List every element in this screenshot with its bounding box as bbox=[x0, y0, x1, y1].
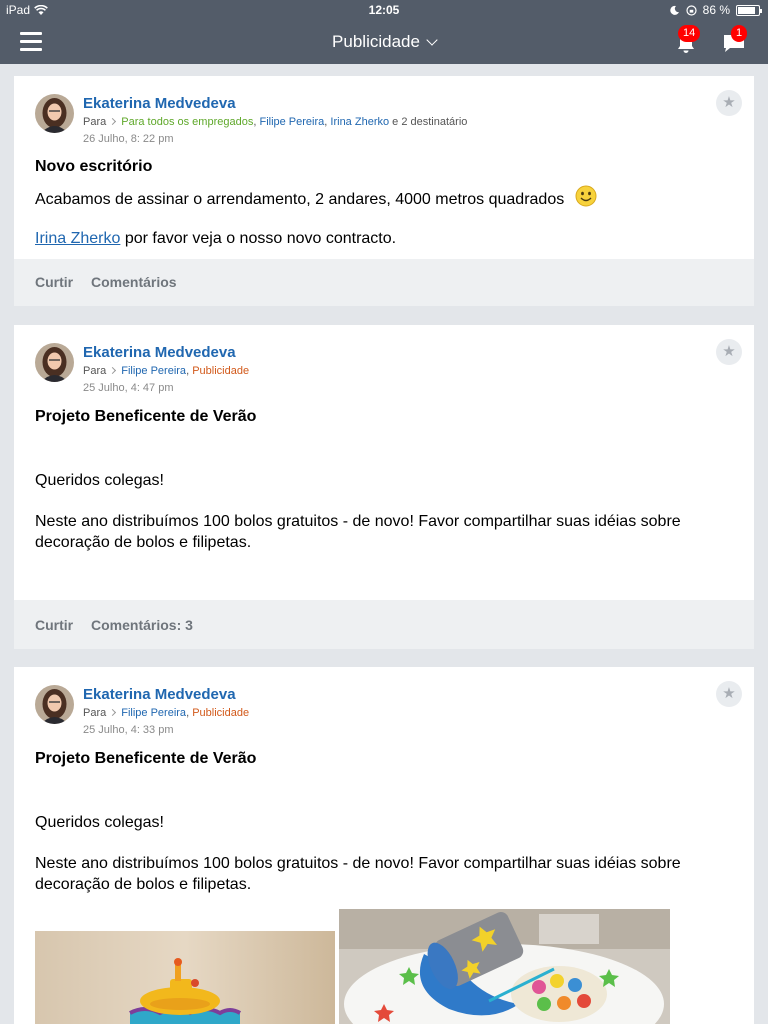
post-title: Projeto Beneficente de Verão bbox=[35, 408, 257, 425]
top-navigation-bar bbox=[0, 20, 768, 64]
recipient-link[interactable]: Filipe Pereira bbox=[121, 707, 187, 719]
messages-badge: 1 bbox=[731, 25, 747, 42]
post-date: 25 Julho, 4: 47 pm bbox=[83, 382, 174, 394]
post-date: 26 Julho, 8: 22 pm bbox=[83, 133, 174, 145]
status-bar bbox=[0, 0, 768, 20]
recipient-link[interactable]: Irina Zherko bbox=[330, 116, 390, 128]
to-label: Para bbox=[83, 116, 107, 128]
notifications-badge: 14 bbox=[678, 25, 700, 42]
post-body-text: Acabamos de assinar o arrendamento, 2 andares, 4000 metros quadrados bbox=[35, 191, 565, 208]
avatar[interactable] bbox=[35, 94, 74, 133]
recipient-link[interactable]: Publicidade bbox=[192, 365, 250, 377]
feed-selector-button[interactable] bbox=[320, 26, 450, 58]
battery-percent: 86 % bbox=[702, 3, 730, 17]
chevron-right-icon bbox=[109, 367, 116, 374]
post-greeting: Queridos colegas! bbox=[35, 472, 164, 489]
avatar[interactable] bbox=[35, 685, 74, 724]
post-footer bbox=[14, 259, 754, 306]
star-icon[interactable]: ★ bbox=[716, 681, 742, 707]
feed-post bbox=[14, 325, 754, 649]
menu-icon[interactable] bbox=[20, 32, 42, 52]
device-name: iPad bbox=[6, 3, 31, 17]
chevron-right-icon bbox=[109, 118, 116, 125]
feed-title-label: Publicidade bbox=[332, 32, 420, 51]
comments-button[interactable]: Comentários bbox=[91, 274, 177, 290]
author-name[interactable]: Ekaterina Medvedeva bbox=[83, 686, 236, 703]
comments-button[interactable]: Comentários: 3 bbox=[91, 617, 193, 633]
like-button[interactable]: Curtir bbox=[35, 617, 74, 633]
post-body-text: por favor veja o nosso novo contracto. bbox=[120, 230, 397, 247]
recipient-link[interactable]: Filipe Pereira bbox=[121, 365, 187, 377]
rotation-lock-icon bbox=[686, 5, 697, 16]
post-greeting: Queridos colegas! bbox=[35, 814, 164, 831]
feed-post bbox=[14, 76, 754, 306]
post-date: 25 Julho, 4: 33 pm bbox=[83, 724, 174, 736]
post-body: Neste ano distribuímos 100 bolos gratuitos - de novo! Favor compartilhar suas idéias sobre decoração de bolos e filipetas. bbox=[35, 855, 681, 893]
to-label: Para bbox=[83, 707, 107, 719]
recipient-link[interactable]: Filipe Pereira bbox=[259, 116, 325, 128]
post-title: Projeto Beneficente de Verão bbox=[35, 750, 257, 767]
attached-photo[interactable] bbox=[339, 909, 670, 1024]
clock: 12:05 bbox=[368, 3, 400, 17]
recipients-line: Para Filipe Pereira, Publicidade bbox=[83, 707, 250, 719]
recipient-link[interactable]: Para todos os empregados bbox=[121, 116, 254, 128]
to-label: Para bbox=[83, 365, 107, 377]
more-recipients[interactable]: e 2 destinatário bbox=[392, 116, 468, 128]
smiley-icon bbox=[575, 185, 597, 207]
moon-icon bbox=[670, 5, 680, 15]
recipients-line: Para Filipe Pereira, Publicidade bbox=[83, 365, 250, 377]
chevron-right-icon bbox=[109, 709, 116, 716]
avatar[interactable] bbox=[35, 343, 74, 382]
star-icon[interactable]: ★ bbox=[716, 339, 742, 365]
recipients-line: Para Para todos os empregados, Filipe Pereira, Irina Zherko e 2 destinatário bbox=[83, 116, 468, 128]
battery-icon bbox=[736, 5, 760, 16]
post-title: Novo escritório bbox=[35, 158, 153, 175]
author-name[interactable]: Ekaterina Medvedeva bbox=[83, 95, 236, 112]
feed-post bbox=[14, 667, 754, 1024]
post-body bbox=[35, 228, 735, 249]
post-footer bbox=[14, 600, 754, 649]
post-body bbox=[35, 185, 735, 210]
star-icon[interactable]: ★ bbox=[716, 90, 742, 116]
author-name[interactable]: Ekaterina Medvedeva bbox=[83, 344, 236, 361]
mention-link[interactable]: Irina Zherko bbox=[35, 230, 121, 247]
like-button[interactable]: Curtir bbox=[35, 274, 74, 290]
attached-photo[interactable] bbox=[35, 931, 335, 1024]
recipient-link[interactable]: Publicidade bbox=[192, 707, 250, 719]
battery-fill bbox=[738, 7, 755, 14]
post-body: Neste ano distribuímos 100 bolos gratuitos - de novo! Favor compartilhar suas idéias sobre decoração de bolos e filipetas. bbox=[35, 513, 681, 551]
